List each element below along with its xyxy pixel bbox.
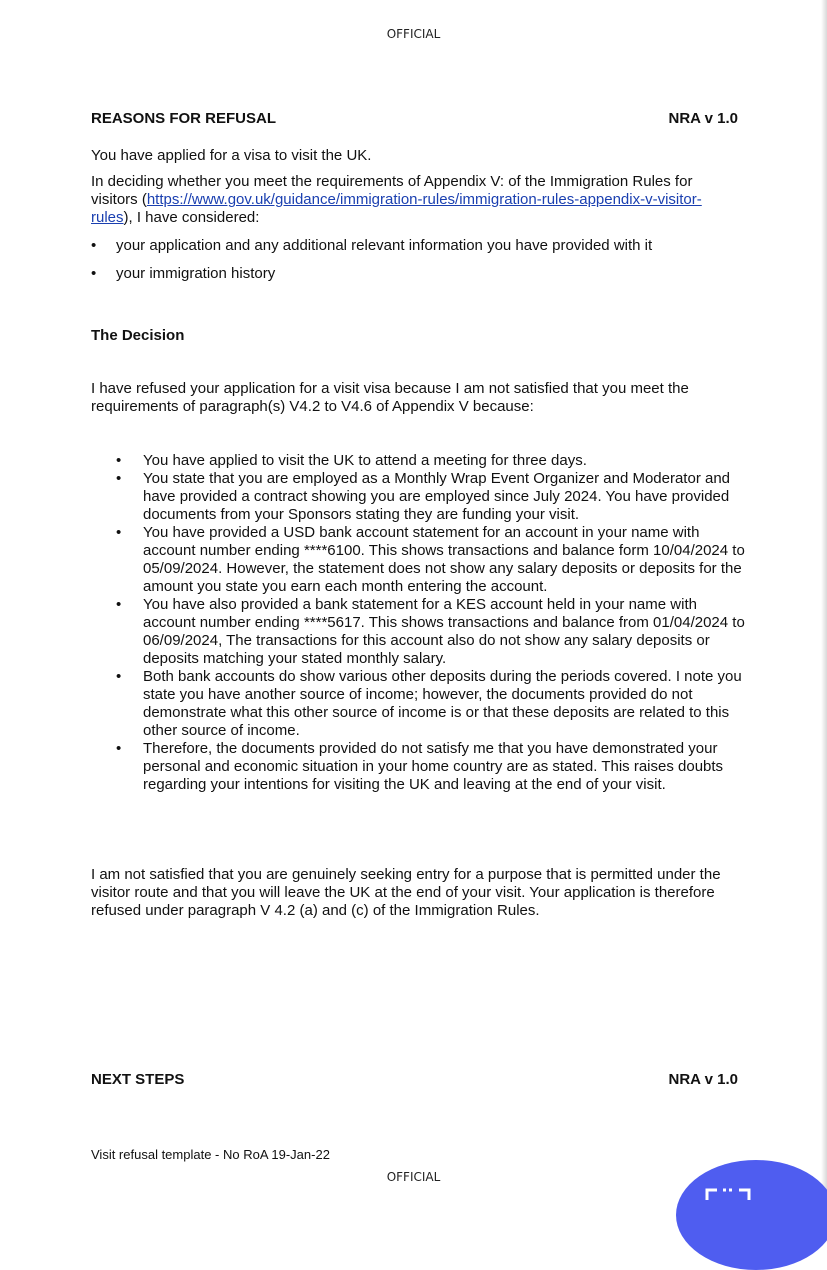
decision-point [116, 470, 746, 524]
decision-point [116, 596, 746, 668]
header-marking: OFFICIAL [386, 27, 441, 41]
decision-point [116, 452, 746, 470]
reasons-title: REASONS FOR REFUSAL [91, 110, 277, 127]
considered-item-text: your immigration history [116, 265, 276, 282]
decision-point-text: You have provided a USD bank account statement for an account in your name with account number ending ****6100. This shows transactions and balance form 10/04/2024 to 05/09/2024. However, the statement does not show any salary deposits or deposits for the amount you state you earn each month entering the account. [143, 524, 745, 595]
decision-point [116, 524, 746, 596]
reasons-header-row [91, 110, 738, 127]
decision-point [116, 740, 746, 794]
scan-icon [705, 1186, 751, 1207]
bullet: • [116, 740, 122, 757]
bullet: • [116, 524, 122, 541]
deciding-paragraph [91, 173, 743, 227]
deciding-prefix: In deciding whether you meet the requirements of Appendix V: of the Immigration Rules for visitors ( [91, 173, 693, 208]
decision-point-text: Therefore, the documents provided do not satisfy me that you have demonstrated your personal and economic situation in your home country are as stated. This raises doubts regarding your intentions for visiting the UK and leaving at the end of your visit. [143, 740, 724, 793]
reasons-version: NRA v 1.0 [668, 110, 738, 127]
page-edge-shadow [821, 0, 827, 1200]
bullet: • [116, 470, 122, 487]
decision-point-text: Both bank accounts do show various other deposits during the periods covered. I note you state you have another source of income; however, the documents provided do not demonstrate what this other source of income is or that these deposits are related to this other source of income. [143, 668, 742, 739]
decision-intro: I have refused your application for a visit visa because I am not satisfied that you meet the requirements of paragraph(s) V4.2 to V4.6 of Appendix V because: [91, 380, 689, 415]
bullet: • [116, 452, 122, 469]
decision-point [116, 668, 746, 740]
considered-item-text: your application and any additional relevant information you have provided with it [116, 237, 653, 254]
bullet: • [91, 265, 97, 282]
decision-title: The Decision [91, 327, 185, 344]
decision-point-text: You have also provided a bank statement for a KES account held in your name with account number ending ****5617. This shows transactions and balance from 01/04/2024 to 06/09/2024, The transactions for this account also do not show any salary deposits or deposits matching your stated monthly salary. [143, 596, 745, 667]
decision-point-text: You have applied to visit the UK to attend a meeting for three days. [143, 452, 587, 469]
bullet: • [91, 237, 97, 254]
decision-points-list [116, 452, 746, 794]
next-steps-version: NRA v 1.0 [668, 1071, 738, 1088]
bullet: • [116, 596, 122, 613]
conclusion-paragraph: I am not satisfied that you are genuinely seeking entry for a purpose that is permitted under the visitor route and that you will leave the UK at the end of your visit. Your application is therefore refused under paragraph V 4.2 (a) and (c) of the Immigration Rules. [91, 866, 721, 919]
appendix-v-link[interactable]: https://www.gov.uk/guidance/immigration-rules/immigration-rules-appendix-v-visitor-rules [91, 191, 702, 226]
next-steps-header-row [91, 1071, 738, 1088]
floating-action-badge[interactable] [676, 1160, 827, 1270]
template-note: Visit refusal template - No RoA 19-Jan-22 [91, 1147, 330, 1162]
footer-marking: OFFICIAL [386, 1170, 441, 1184]
decision-point-text: You state that you are employed as a Monthly Wrap Event Organizer and Moderator and have provided a contract showing you are employed since July 2024. You have provided documents from your Sponsors stating they are funding your visit. [143, 470, 731, 523]
deciding-suffix: ), I have considered: [123, 209, 260, 226]
intro-paragraph: You have applied for a visa to visit the UK. [91, 147, 372, 164]
bullet: • [116, 668, 122, 685]
next-steps-title: NEXT STEPS [91, 1071, 185, 1088]
